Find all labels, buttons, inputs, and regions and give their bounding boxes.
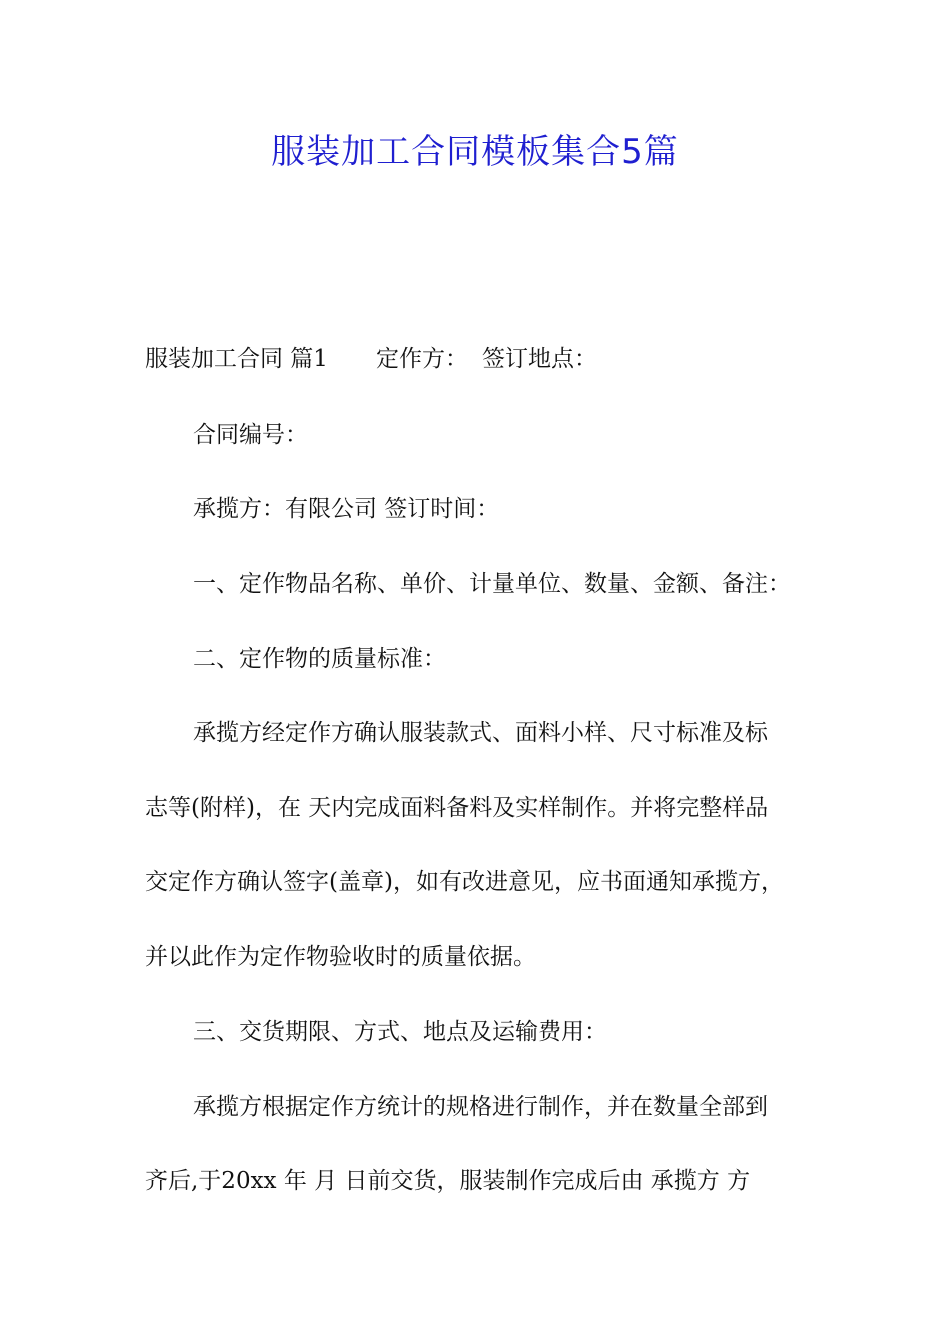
first-line <box>145 342 835 376</box>
contractor-line: 承揽方：有限公司 签订时间： <box>193 496 500 522</box>
document-title: 服装加工合同模板集合5篇 <box>271 132 679 172</box>
contract-heading: 服装加工合同 篇1 <box>145 346 328 372</box>
contract-number-line: 合同编号： <box>193 422 308 448</box>
paragraph-line: 承揽方经定作方确认服装款式、面料小样、尺寸标准及标 <box>193 720 768 746</box>
section-heading-1: 一、定作物品名称、单价、计量单位、数量、金额、备注： <box>193 571 791 597</box>
sign-place-label: 签订地点： <box>481 346 597 372</box>
section-heading-3: 三、交货期限、方式、地点及运输费用： <box>193 1019 607 1045</box>
section-heading-2: 二、定作物的质量标准： <box>193 646 446 672</box>
paragraph-line: 交定作方确认签字(盖章)，如有改进意见，应书面通知承揽方， <box>145 869 784 895</box>
party-a-label: 定作方： <box>375 346 468 372</box>
paragraph-line: 并以此作为定作物验收时的质量依据。 <box>145 944 536 970</box>
paragraph-line: 齐后,于20xx 年 月 日前交货，服装制作完成后由 承揽方 方 <box>145 1168 751 1194</box>
paragraph-line: 承揽方根据定作方统计的规格进行制作，并在数量全部到 <box>193 1094 768 1120</box>
paragraph-line: 志等(附样)，在 天内完成面料备料及实样制作。并将完整样品 <box>145 795 769 821</box>
